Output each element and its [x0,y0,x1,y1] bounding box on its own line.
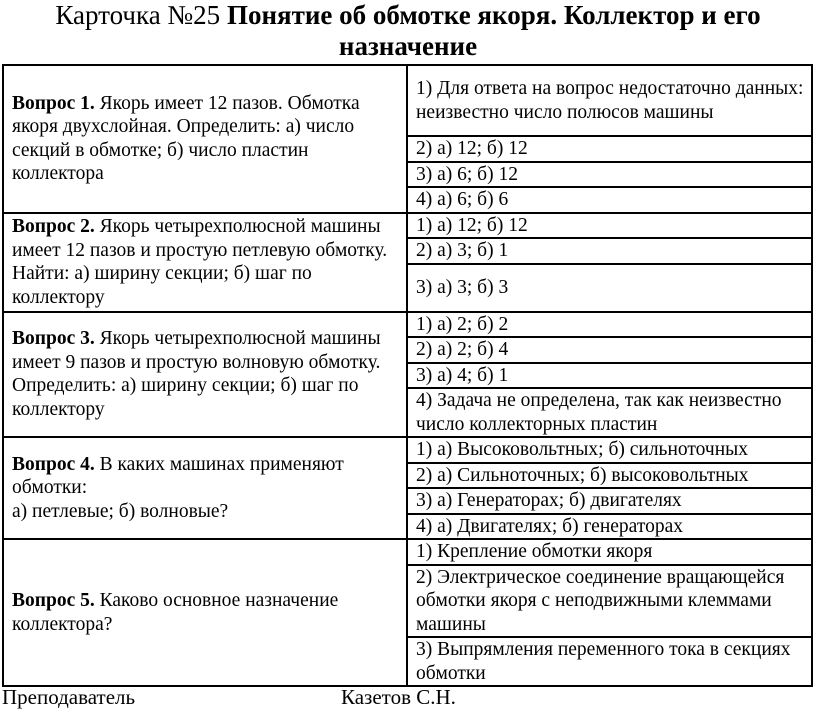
answer-option[interactable]: 2) Электрическое соединение вращающейся обмотки якоря с неподвижными клеммами машины [407,565,812,638]
teacher-name: Казетов С.Н. [341,685,456,709]
answer-option[interactable]: 2) а) Сильноточных; б) высоковольтных [407,463,812,489]
card-number: Карточка №25 [55,0,221,30]
question-cell [3,437,407,539]
answer-option[interactable]: 2) а) 2; б) 4 [407,337,812,363]
question-text: Якорь имеет 12 пазов. Обмотка якоря двухслойная. Определить: а) число секций в обмотке; б) число пластин коллектора [12,92,360,185]
answer-option[interactable]: 1) а) 12; б) 12 [407,213,812,239]
question-cell [3,312,407,438]
answer-option[interactable]: 1) Для ответа на вопрос недостаточно данных: неизвестно число полюсов машины [407,65,812,136]
answer-option[interactable]: 4) Задача не определена, так как неизвестно число коллекторных пластин [407,388,812,437]
question-cell [3,539,407,686]
question-row [3,539,812,565]
answer-option[interactable]: 3) Выпрямления переменного тока в секциях обмотки [407,637,812,686]
answer-option[interactable]: 3) а) 3; б) 3 [407,264,812,312]
question-text-line2: а) петлевые; б) волновые? [12,500,229,522]
answer-option[interactable]: 2) а) 12; б) 12 [407,136,812,162]
question-row [3,213,812,239]
answer-option[interactable]: 1) а) Высоковольтных; б) сильноточных [407,437,812,463]
question-label: Вопрос 1. [12,92,95,114]
question-text: Якорь четырехполюсной машины имеет 12 пазов и простую петлевую обмотку. Найти: а) ширину секции; б) шаг по коллектору [12,216,388,308]
question-row [3,437,812,463]
teacher-label: Преподаватель [2,685,136,709]
card-title [0,0,816,62]
question-row [3,65,812,136]
question-label: Вопрос 4. [12,453,95,475]
card-topic: Понятие об обмотке якоря. Коллектор и его назначение [226,0,761,61]
question-row [3,312,812,338]
question-label: Вопрос 2. [12,216,95,237]
question-cell [3,65,407,213]
answer-option[interactable]: 3) а) Генераторах; б) двигателях [407,488,812,514]
answer-option[interactable]: 3) а) 6; б) 12 [407,162,812,188]
questions-table [2,64,813,687]
question-label: Вопрос 5. [12,590,95,611]
question-text: Якорь четырехполюсной машины имеет 9 пазов и простую волновую обмотку. Определить: а) ширину секции; б) шаг по коллектору [12,328,381,420]
question-text: Каково основное назначение коллектора? [12,590,339,635]
answer-option[interactable]: 4) а) 6; б) 6 [407,187,812,213]
question-label: Вопрос 3. [12,328,95,350]
answer-option[interactable]: 3) а) 4; б) 1 [407,363,812,389]
question-cell [3,213,407,312]
answer-option[interactable]: 2) а) 3; б) 1 [407,238,812,264]
answer-option[interactable]: 4) а) Двигателях; б) генераторах [407,514,812,540]
answer-option[interactable]: 1) а) 2; б) 2 [407,312,812,338]
question-text: В каких машинах применяют обмотки: [12,453,344,499]
answer-option[interactable]: 1) Крепление обмотки якоря [407,539,812,565]
